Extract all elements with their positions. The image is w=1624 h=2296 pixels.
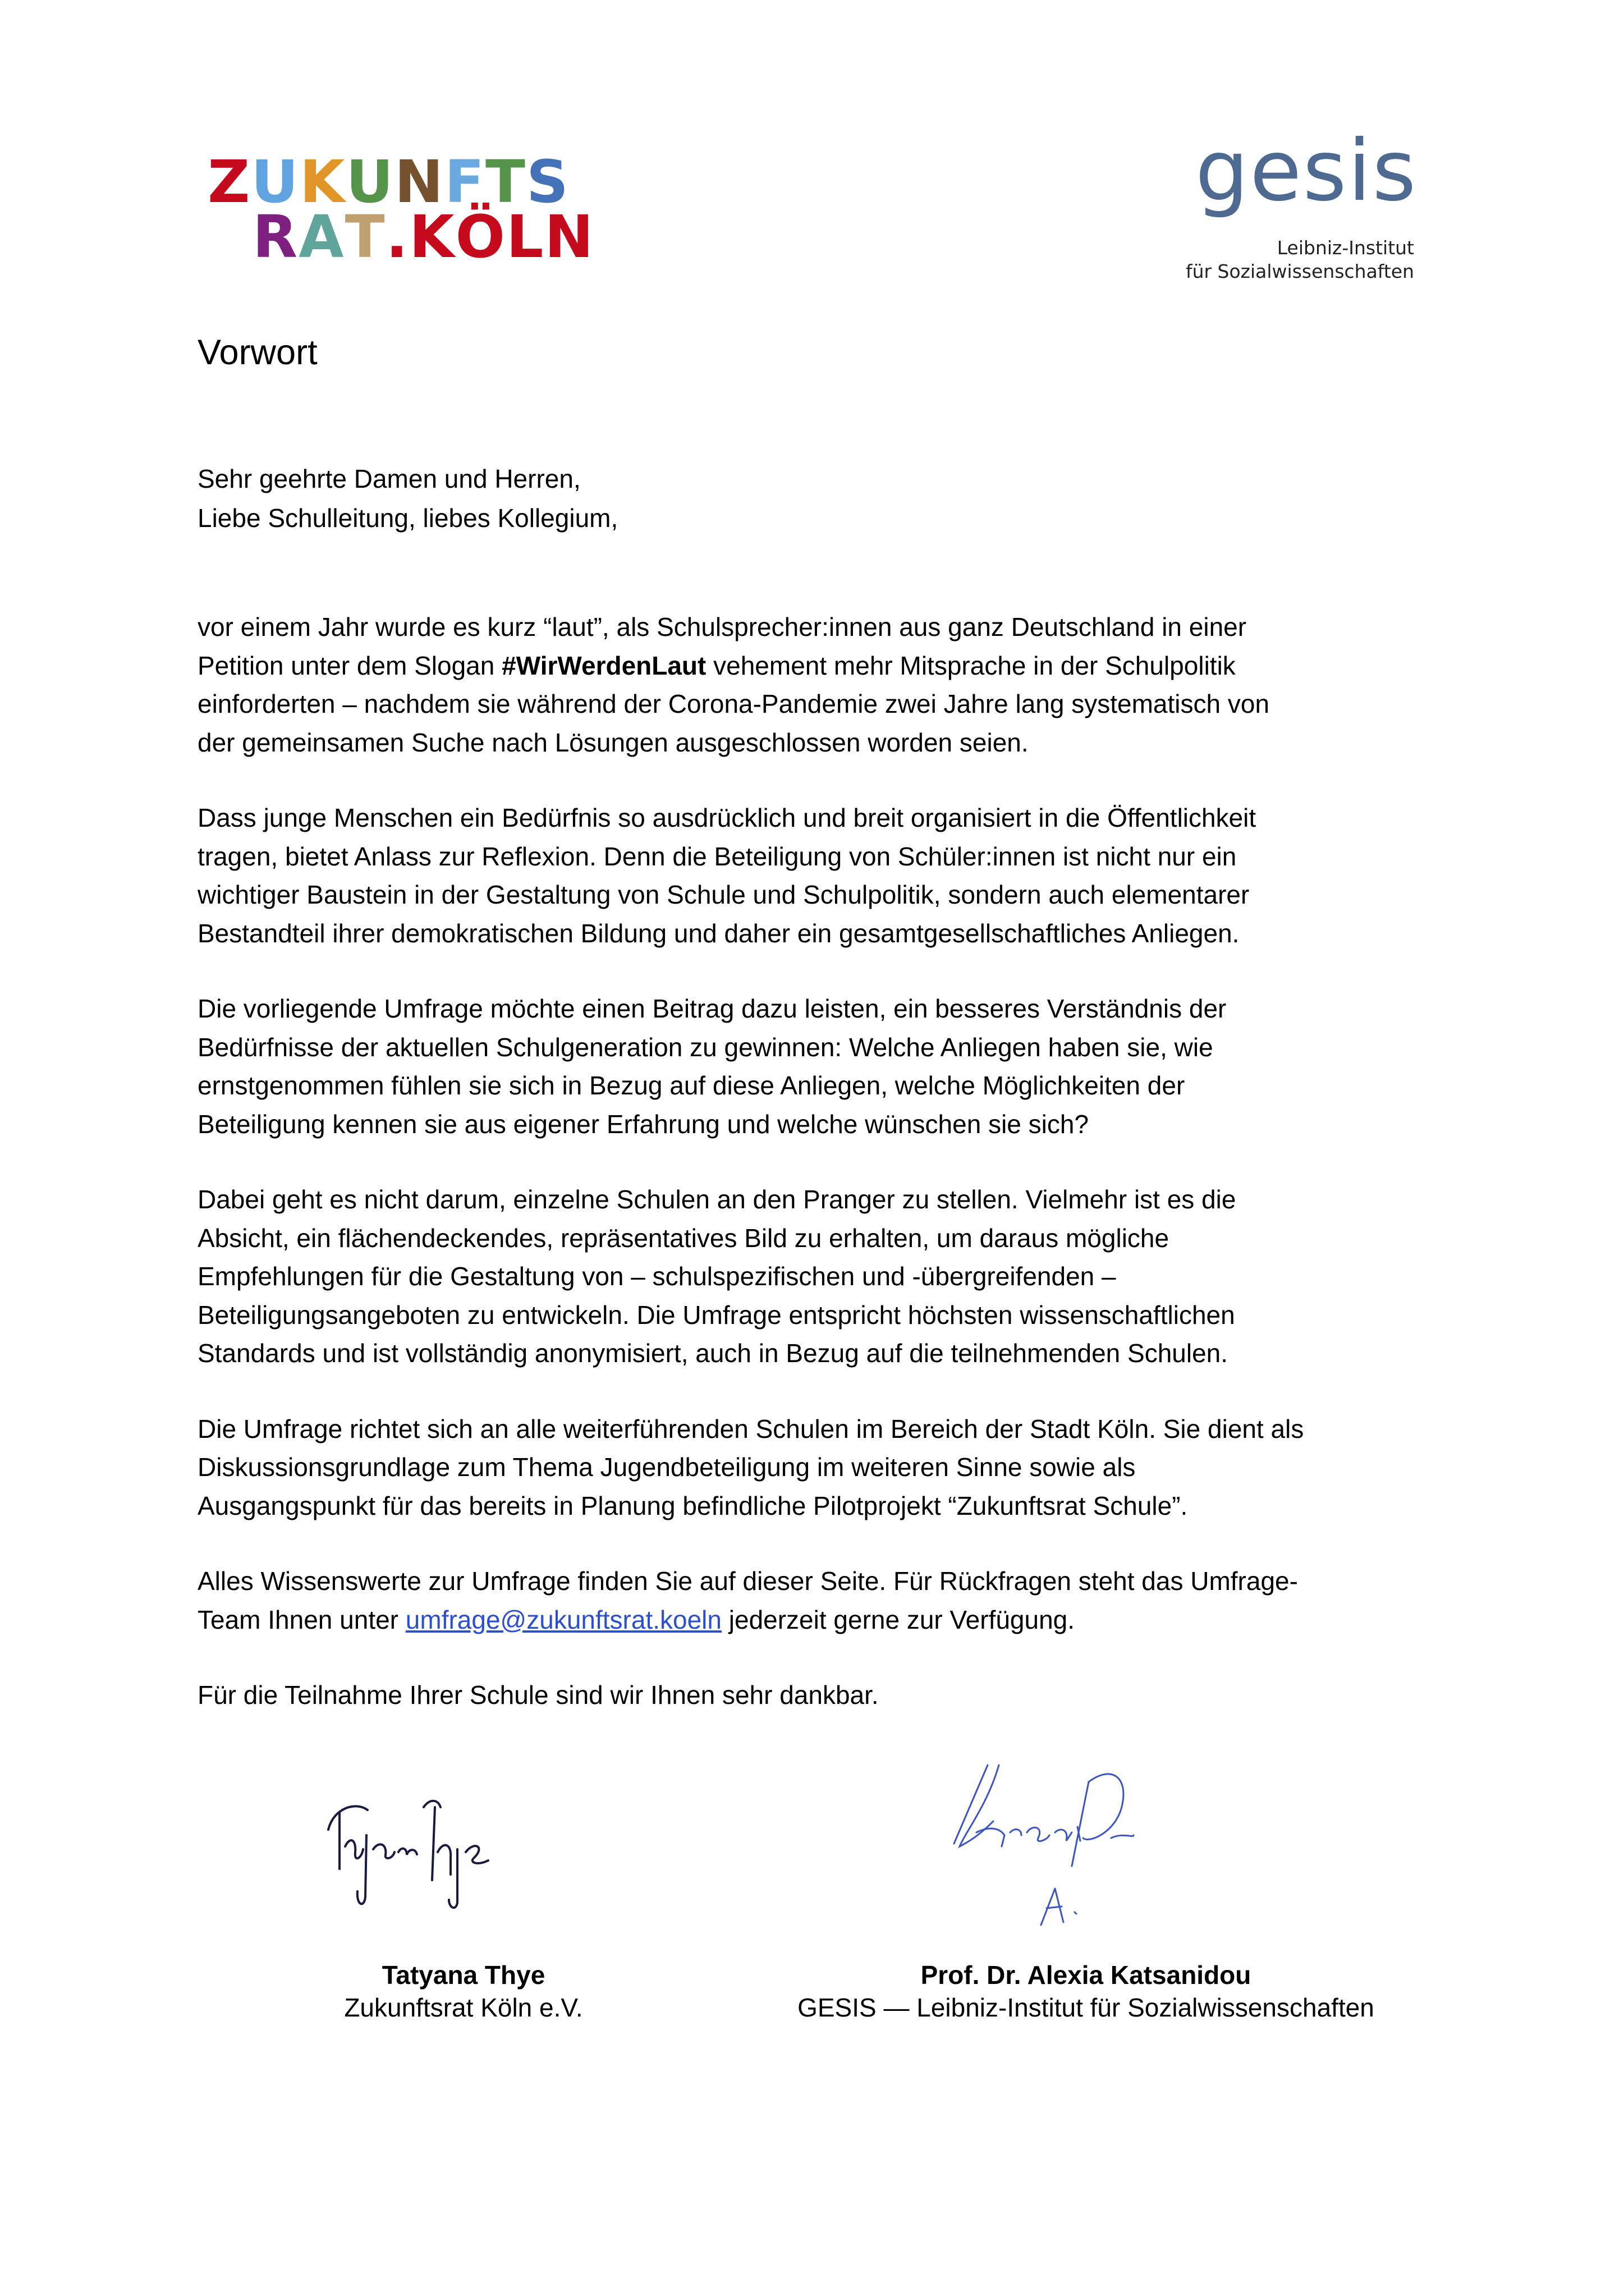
logo-letter: K (409, 203, 456, 271)
logo-letter: U (251, 148, 300, 216)
text-line: einforderten – nachdem sie während der Corona-Pandemie zwei Jahre lang systematisch von (198, 689, 1270, 718)
text-segment: vehement mehr Mitsprache in der Schulpolitik (706, 650, 1236, 680)
text-segment: Team Ihnen unter (198, 1605, 406, 1634)
text-line: Absicht, ein flächendeckendes, repräsentatives Bild zu erhalten, um daraus mögliche (198, 1223, 1169, 1253)
page-title: Vorwort (198, 333, 318, 372)
text-line (198, 1601, 1455, 1639)
text-line: Dass junge Menschen ein Bedürfnis so ausdrücklich und breit organisiert in die Öffentlichkeit (198, 803, 1256, 832)
salutation-line: Sehr geehrte Damen und Herren, (198, 464, 581, 493)
text-line: Bedürfnisse der aktuellen Schulgeneration zu gewinnen: Welche Anliegen haben sie, wie (198, 1032, 1213, 1062)
text-segment: Petition unter dem Slogan (198, 650, 502, 680)
signer-name: Prof. Dr. Alexia Katsanidou (920, 1960, 1251, 1990)
paragraph-6 (198, 1562, 1455, 1639)
text-line: Beteiligungsangeboten zu entwickeln. Die Umfrage entspricht höchsten wissenschaftlichen (198, 1300, 1235, 1330)
logo-letter: F (444, 148, 486, 216)
logo-row-rat-koeln (253, 203, 595, 271)
signature-block-left (318, 1959, 609, 2024)
text-line: Beteiligung kennen sie aus eigener Erfahrung und welche wünschen sie sich? (198, 1109, 1089, 1139)
signature-alexia-katsanidou (943, 1759, 1235, 1939)
logo-letter: R (253, 203, 299, 271)
text-line: vor einem Jahr wurde es kurz “laut”, als Schulsprecher:innen aus ganz Deutschland in einer (198, 612, 1247, 641)
logo-letter: K (299, 148, 346, 216)
text-line (198, 647, 1455, 685)
email-link[interactable]: umfrage@zukunftsrat.koeln (405, 1605, 722, 1634)
logo-letter: Ö (455, 203, 507, 271)
text-line: ernstgenommen fühlen sie sich in Bezug auf diese Anliegen, welche Möglichkeiten der (198, 1071, 1185, 1100)
paragraph-2 (198, 799, 1455, 952)
signer-name: Tatyana Thye (382, 1960, 545, 1990)
logo-letter: N (544, 203, 595, 271)
text-line: Alles Wissenswerte zur Umfrage finden Sie auf dieser Seite. Für Rückfragen steht das Umfrage- (198, 1566, 1298, 1596)
signature-tatyana-thye (323, 1796, 570, 1925)
logo-letter: A (299, 203, 345, 271)
logo-letter: . (386, 203, 410, 271)
signer-organization: Zukunftsrat Köln e.V. (344, 1993, 583, 2022)
logo-letter: T (345, 203, 386, 271)
salutation-line: Liebe Schulleitung, liebes Kollegium, (198, 503, 618, 533)
signature-block-right (741, 1959, 1431, 2024)
text-line: Dabei geht es nicht darum, einzelne Schulen an den Pranger zu stellen. Vielmehr ist es die (198, 1185, 1236, 1214)
logo-letter: L (506, 203, 545, 271)
text-line: der gemeinsamen Suche nach Lösungen ausgeschlossen worden seien. (198, 727, 1029, 757)
gesis-subline-2: für Sozialwissenschaften (1185, 260, 1414, 282)
gesis-subline-1: Leibniz-Institut (1277, 237, 1414, 259)
letter-body (198, 608, 1455, 1752)
zukunftsrat-koeln-logo (208, 148, 595, 271)
salutation (198, 459, 618, 538)
paragraph-4 (198, 1180, 1455, 1373)
gesis-wordmark: gesis (1195, 122, 1417, 220)
text-segment: jederzeit gerne zur Verfügung. (721, 1605, 1075, 1634)
text-line: Diskussionsgrundlage zum Thema Jugendbeteiligung im weiteren Sinne sowie als (198, 1452, 1136, 1482)
logo-letter: U (346, 148, 394, 216)
signer-organization: GESIS — Leibniz-Institut für Sozialwissenschaften (797, 1993, 1374, 2022)
text-line: Empfehlungen für die Gestaltung von – schulspezifischen und -übergreifenden – (198, 1262, 1116, 1291)
logo-letter: Z (208, 148, 251, 216)
paragraph-3 (198, 989, 1455, 1143)
text-line: Ausgangspunkt für das bereits in Planung befindliche Pilotprojekt “Zukunftsrat Schule”. (198, 1491, 1188, 1520)
gesis-logo (1185, 122, 1437, 282)
logo-letter: N (394, 148, 444, 216)
paragraph-5 (198, 1410, 1455, 1525)
text-line: wichtiger Baustein in der Gestaltung von Schule und Schulpolitik, sondern auch elementarer (198, 880, 1250, 909)
text-line: Die vorliegende Umfrage möchte einen Beitrag dazu leisten, ein besseres Verständnis der (198, 994, 1227, 1023)
logo-letter: S (526, 148, 570, 216)
paragraph-7 (198, 1676, 1455, 1715)
text-line: Bestandteil ihrer demokratischen Bildung und daher ein gesamtgesellschaftliches Anliegen. (198, 918, 1240, 948)
text-line: Standards und ist vollständig anonymisiert, auch in Bezug auf die teilnehmenden Schulen. (198, 1339, 1228, 1368)
text-line: Die Umfrage richtet sich an alle weiterführenden Schulen im Bereich der Stadt Köln. Sie dient als (198, 1414, 1304, 1443)
text-line: Für die Teilnahme Ihrer Schule sind wir Ihnen sehr dankbar. (198, 1680, 879, 1710)
text-line: tragen, bietet Anlass zur Reflexion. Denn die Beteiligung von Schüler:innen ist nicht nur ein (198, 841, 1237, 871)
logo-letter: T (485, 148, 526, 216)
paragraph-1 (198, 608, 1455, 762)
hashtag: #WirWerdenLaut (502, 650, 707, 680)
